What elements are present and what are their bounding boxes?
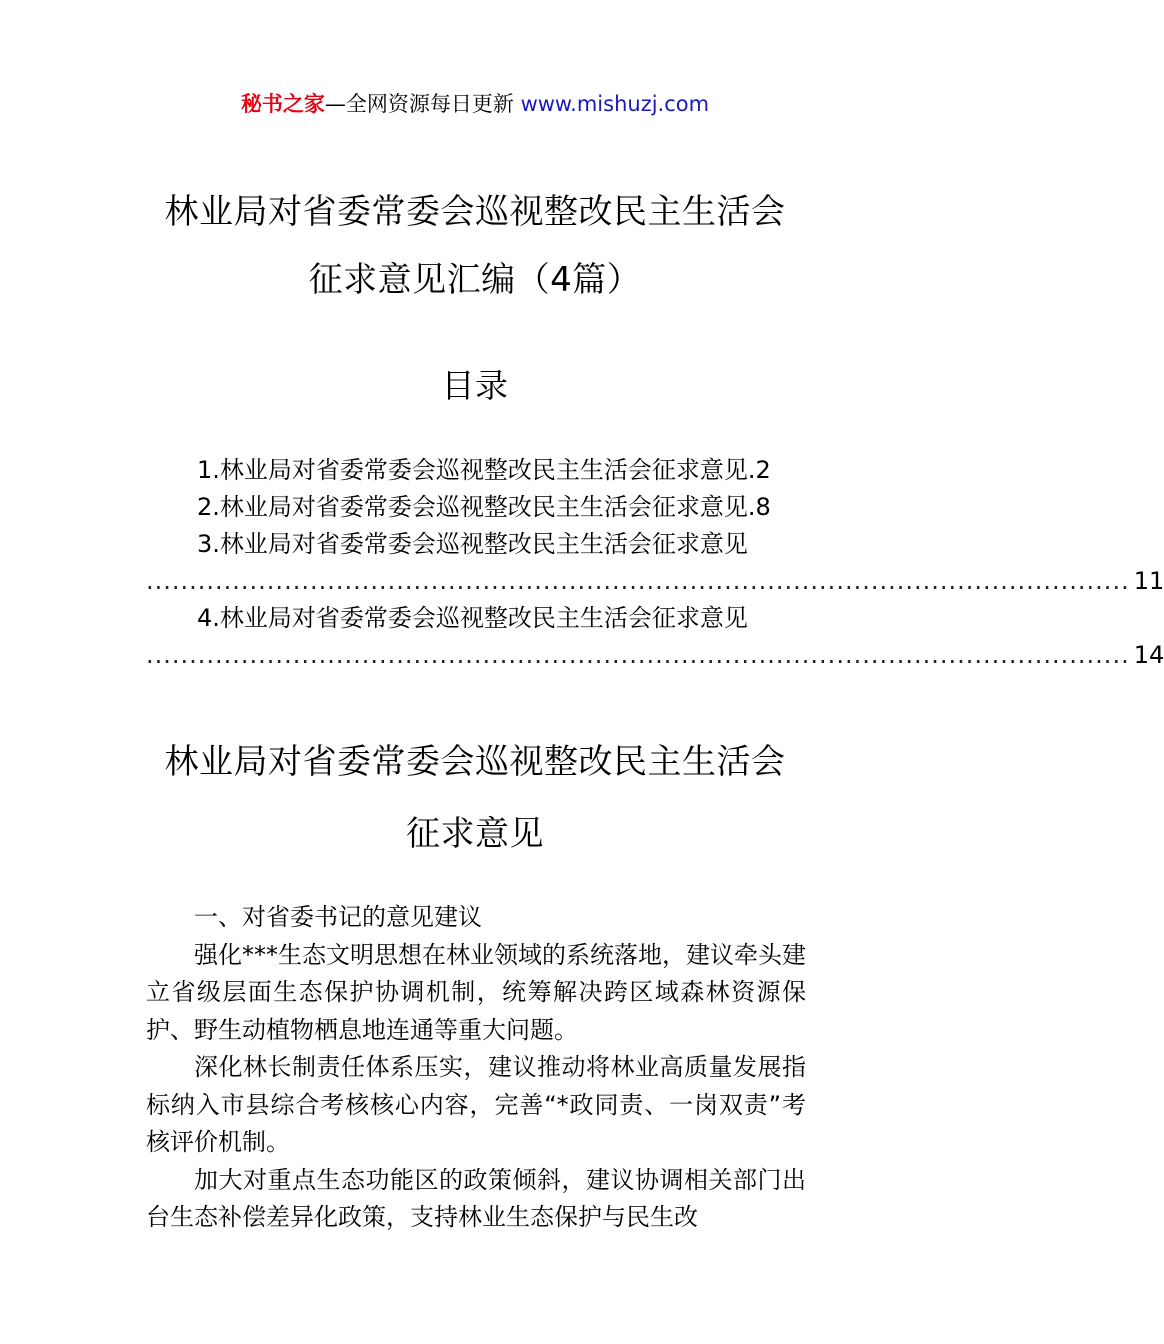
section-title-line2: 征求意见 xyxy=(406,814,544,854)
toc-item-page: 11 xyxy=(1133,567,1164,595)
toc-item-text: 2.林业局对省委常委会巡视整改民主生活会征求意见. xyxy=(197,493,756,521)
header-slogan: —全网资源每日更新 xyxy=(324,92,521,116)
toc-item-2[interactable] xyxy=(146,489,806,526)
body-paragraph: 强化***生态文明思想在林业领域的系统落地，建议牵头建立省级层面生态保护协调机制，统筹解决跨区域森林资源保护、野生动植物栖息地连通等重大问题。 xyxy=(146,940,806,1044)
site-header xyxy=(0,88,950,120)
toc-item-page: 14 xyxy=(1133,641,1164,669)
toc-item-text: 1.林业局对省委常委会巡视整改民主生活会征求意见. xyxy=(197,456,756,484)
toc-item-page: 2 xyxy=(755,456,771,484)
section-title-line1: 林业局对省委常委会巡视整改民主生活会 xyxy=(164,742,786,782)
toc-item-3[interactable] xyxy=(146,526,806,563)
dot-leader: .................................................................................................................. xyxy=(146,641,1130,669)
body-paragraph: 加大对重点生态功能区的政策倾斜，建议协调相关部门出台生态补偿差异化政策，支持林业生态保护与民生改 xyxy=(146,1165,806,1231)
dot-leader: .................................................................................................................. xyxy=(146,567,1130,595)
section-heading: 一、对省委书记的意见建议 xyxy=(194,903,482,931)
toc-item-4[interactable] xyxy=(146,600,806,637)
toc-item-4-leader xyxy=(146,637,1164,674)
site-url-link[interactable]: www.mishuzj.com xyxy=(520,92,710,116)
brand-name: 秘书之家 xyxy=(240,92,325,116)
toc-item-text: 4.林业局对省委常委会巡视整改民主生活会征求意见 xyxy=(197,604,748,632)
document-title-line2: 征求意见汇编（4篇） xyxy=(308,260,642,300)
toc-item-text: 3.林业局对省委常委会巡视整改民主生活会征求意见 xyxy=(197,530,748,558)
table-of-contents xyxy=(146,452,1164,674)
body-paragraph: 深化林长制责任体系压实，建议推动将林业高质量发展指标纳入市县综合考核核心内容，完善“*政同责、一岗双责”考核评价机制。 xyxy=(146,1053,806,1156)
document-title-line1: 林业局对省委常委会巡视整改民主生活会 xyxy=(164,192,786,232)
toc-item-3-leader xyxy=(146,563,1164,600)
document-body xyxy=(146,899,806,1237)
toc-heading: 目录 xyxy=(441,366,509,405)
toc-item-1[interactable] xyxy=(146,452,806,489)
toc-item-page: 8 xyxy=(755,493,771,521)
